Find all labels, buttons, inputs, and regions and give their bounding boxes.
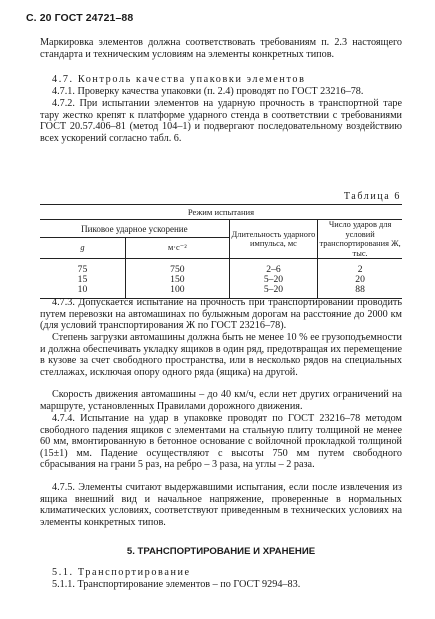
cell-duration: 2–6: [229, 259, 317, 276]
intro-paragraph: Маркировка элементов должна соответствовать требованиям п. 2.3 настоящего стандарта и техническим условиям на элементы конкретных типов.: [40, 37, 402, 60]
cell-g: 10: [77, 284, 88, 295]
clause-4-7-2: 4.7.2. При испытании элементов на ударную прочность в транспортной таре тару жестко крепят к платформе ударного стенда в соответствии с требованиями ГОСТ 20.57.406–81 (метод 104–1) и подвергают последовательному воздействию всех ускорений согласно табл. 6.: [40, 98, 402, 144]
table-row: [40, 259, 402, 276]
load-paragraph: Степень загрузки автомашины должна быть не менее 10 % ее грузоподъемности и должна обеспечивать укладку ящиков в один ряд, предотвращая их перемещение в кузове за счет свободного пространства, или в несколько рядов на специальных стеллажах, исключая опору одного ряда (ящика) на другой.: [40, 332, 402, 378]
cell-g: 15: [77, 274, 88, 285]
table-header-regime: Режим испытания: [40, 205, 402, 220]
table-label: Таблица 6: [343, 191, 401, 202]
clause-5-1-1: 5.1.1. Транспортирование элементов – по ГОСТ 9294–83.: [52, 579, 301, 590]
table-header-duration: Длительность ударного импульса, мс: [229, 220, 317, 259]
table-header-unit-g: g: [40, 238, 125, 259]
cell-ms2: 150: [125, 275, 229, 285]
cell-duration: 5–20: [229, 275, 317, 285]
speed-paragraph: Скорость движения автомашины – до 40 км/ч, если нет других ограничений на маршруте, установленных Правилами дорожного движения.: [40, 389, 402, 412]
cell-ms2: 750: [125, 259, 229, 276]
clause-4-7-3: 4.7.3. Допускается испытание на прочность при транспортировании проводить путем перевозки на автомашинах по булыжным дорогам на расстояние до 2000 км (для условий транспортирования Ж по ГОСТ 23216–78).: [40, 297, 402, 331]
cell-duration: 5–20: [229, 285, 317, 299]
cell-hits: 20: [318, 275, 402, 285]
table-header-hits: Число ударов для условий транспортирования Ж, тыс.: [319, 220, 401, 258]
section-5-1-title: 5.1. Транспортирование: [52, 567, 191, 578]
clause-4-7-5: 4.7.5. Элементы считают выдержавшими испытания, если после извлечения из ящика внешний вид и начальное напряжение, проверенные в нормальных климатических условиях, соответствуют приведенным в технических условиях на элементы конкретных типов.: [40, 482, 402, 528]
table-row: [40, 275, 402, 285]
table-6: [40, 204, 402, 299]
clause-4-7-1: 4.7.1. Проверку качества упаковки (п. 2.4) проводят по ГОСТ 23216–78.: [52, 86, 364, 97]
cell-hits: 2: [318, 259, 402, 276]
section-5-title: 5. ТРАНСПОРТИРОВАНИЕ И ХРАНЕНИЕ: [126, 546, 316, 557]
cell-hits: 88: [318, 285, 402, 299]
page-header: С. 20 ГОСТ 24721–88: [26, 12, 134, 24]
clause-4-7-4: 4.7.4. Испытание на удар в упаковке проводят по ГОСТ 23216–78 методом свободного падения ящиков с элементами на стальную плиту толщиной не менее 60 мм, вмонтированную в бетонное основание с войлочной прокладкой толщиной (15±1) мм. Падение осуществляют с высоты 750 мм путем свободного сбрасывания на грани 5 раз, на ребро – 3 раза, на углы – 2 раза.: [40, 413, 402, 470]
cell-ms2: 100: [125, 285, 229, 299]
table-header-unit-ms2: м·с⁻²: [125, 238, 229, 259]
section-4-7-title: 4.7. Контроль качества упаковки элементов: [52, 74, 306, 85]
table-header-peak: Пиковое ударное ускорение: [40, 220, 229, 238]
cell-g: 75: [77, 264, 88, 275]
